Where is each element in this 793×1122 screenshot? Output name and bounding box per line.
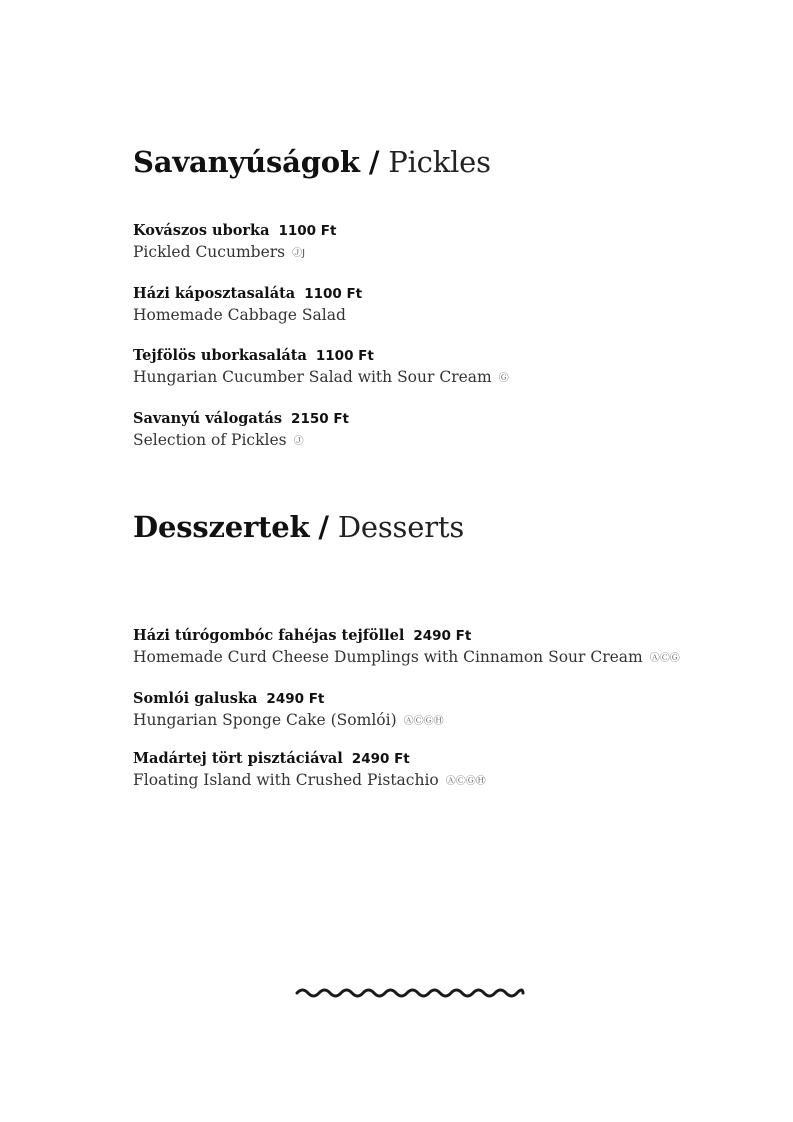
- section-title-pickles: [133, 144, 491, 180]
- item-name-en: Floating Island with Crushed Pistachio: [133, 771, 439, 789]
- menu-item-hazi-turogomboc: [133, 626, 680, 669]
- item-price: 2490 Ft: [266, 691, 325, 707]
- section-title-en: Desserts: [337, 510, 464, 544]
- item-price: 2490 Ft: [351, 751, 410, 767]
- item-name-en: Hungarian Cucumber Salad with Sour Cream: [133, 368, 492, 386]
- item-name-en: Pickled Cucumbers: [133, 243, 286, 261]
- section-title-separator: /: [368, 145, 380, 179]
- item-name-hu: Savanyú válogatás: [133, 410, 283, 427]
- item-price: 2490 Ft: [413, 628, 472, 644]
- allergen-icons: Ⓙ: [293, 436, 304, 447]
- allergen-icons: ⒿJ: [292, 248, 306, 259]
- section-title-separator: /: [318, 510, 329, 544]
- item-name-en: Hungarian Sponge Cake (Somlói): [133, 711, 397, 729]
- section-title-desserts: [133, 509, 464, 545]
- section-title-hu: Desszertek: [133, 510, 310, 544]
- item-name-hu: Kovászos uborka: [133, 222, 270, 239]
- menu-item-madartej: [133, 749, 486, 792]
- section-title-hu: Savanyúságok: [133, 145, 360, 179]
- allergen-icons: ⒶⒸⒼⒽ: [445, 776, 486, 787]
- section-title-en: Pickles: [388, 145, 491, 179]
- item-price: 1100 Ft: [315, 348, 374, 364]
- item-name-hu: Házi túrógombóc fahéjas tejföllel: [133, 627, 405, 644]
- item-name-hu: Madártej tört pisztáciával: [133, 750, 343, 767]
- item-name-en: Homemade Cabbage Salad: [133, 306, 346, 324]
- wave-divider-icon: [295, 986, 525, 1002]
- item-name-en: Homemade Curd Cheese Dumplings with Cinnamon Sour Cream: [133, 648, 643, 666]
- item-name-hu: Somlói galuska: [133, 690, 258, 707]
- item-name-en: Selection of Pickles: [133, 431, 287, 449]
- item-name-hu: Tejfölös uborkasaláta: [133, 347, 307, 364]
- item-price: 1100 Ft: [278, 223, 337, 239]
- item-price: 2150 Ft: [291, 411, 349, 427]
- menu-item-kovaszos-uborka: [133, 221, 336, 264]
- allergen-icons: ⒶⒸⒼⒽ: [403, 716, 444, 727]
- item-price: 1100 Ft: [304, 286, 363, 302]
- menu-item-somloi-galuska: [133, 689, 444, 732]
- menu-item-tejfolos-uborkasalata: [133, 346, 509, 389]
- item-name-hu: Házi káposztasaláta: [133, 285, 296, 302]
- allergen-icons: Ⓖ: [498, 373, 509, 384]
- allergen-icons: ⒶⒸⒼ: [649, 653, 680, 664]
- menu-item-savanyu-valogatas: [133, 409, 349, 452]
- menu-item-hazi-kaposztasalata: [133, 284, 362, 326]
